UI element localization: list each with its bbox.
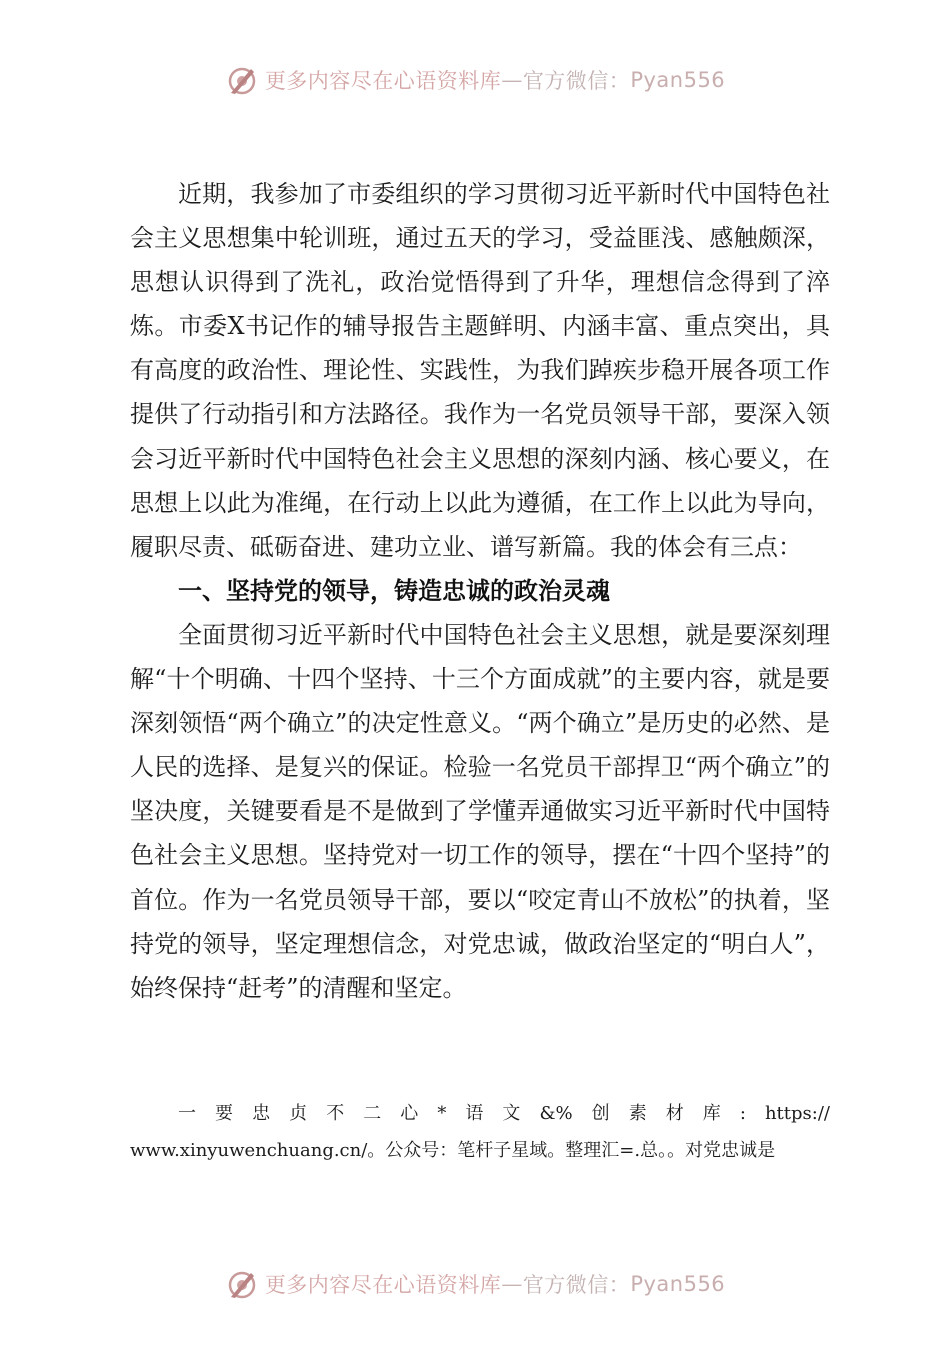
banner-wechat-id: Pyan556 [630,68,726,92]
footer-ad-line-2: www.xinyuwenchuang.cn/。公众号：笔杆子星域。整理汇=.总。。对党忠诚是 [130,1140,776,1161]
banner-dash: — [501,1272,523,1296]
footer-ad-line-1: 一 要 忠 贞 不 二 心 * 语 文 &% 创 素 材 库 : https:// [178,1103,830,1124]
bottom-banner [0,1264,950,1304]
section-heading-1: 一、坚持党的领导，铸造忠诚的政治灵魂 [178,575,610,605]
paragraph-section-1: 全面贯彻习近平新时代中国特色社会主义思想，就是要深刻理解“十个明确、十四个坚持、十三个方面成就”的主要内容，就是要深刻领悟“两个确立”的决定性意义。“两个确立”是历史的必然、是人民的选择、是复兴的保证。检验一名党员干部捍卫“两个确立”的坚决度，关键要看是不是做到了学懂弄通做实习近平新时代中国特色社会主义思想。坚持党对一切工作的领导，摆在“十四个坚持”的首位。作为一名党员领导干部，要以“咬定青山不放松”的执着，坚持党的领导，坚定理想信念，对党忠诚，做政治坚定的“明白人”，始终保持“赶考”的清醒和坚定。 [130,620,830,1002]
banner-wechat-label: 官方微信： [522,1273,631,1297]
paragraph-intro: 近期，我参加了市委组织的学习贯彻习近平新时代中国特色社会主义思想集中轮训班，通过五天的学习，受益匪浅、感触颇深，思想认识得到了洗礼，政治觉悟得到了升华，理想信念得到了淬炼。市委X书记作的辅导报告主题鲜明、内涵丰富、重点突出，具有高度的政治性、理论性、实践性，为我们踔疾步稳开展各项工作提供了行动指引和方法路径。我作为一名党员领导干部，要深入领会习近平新时代中国特色社会主义思想的深刻内涵、核心要义，在思想上以此为准绳，在行动上以此为遵循，在工作上以此为导向，履职尽责、砥砺奋进、建功立业、谱写新篇。我的体会有三点： [130,180,830,561]
quill-seal-icon [225,1267,259,1301]
top-banner [0,60,950,100]
banner-dash: — [501,68,523,92]
banner-ad-text: 更多内容尽在心语资料库 [264,69,502,93]
banner-wechat-label: 官方微信： [522,69,631,93]
banner-ad-text: 更多内容尽在心语资料库 [264,1273,502,1297]
banner-wechat-id: Pyan556 [630,1272,726,1296]
footer-ad-text [130,1095,830,1169]
document-body [130,172,830,1010]
quill-seal-icon [225,63,259,97]
